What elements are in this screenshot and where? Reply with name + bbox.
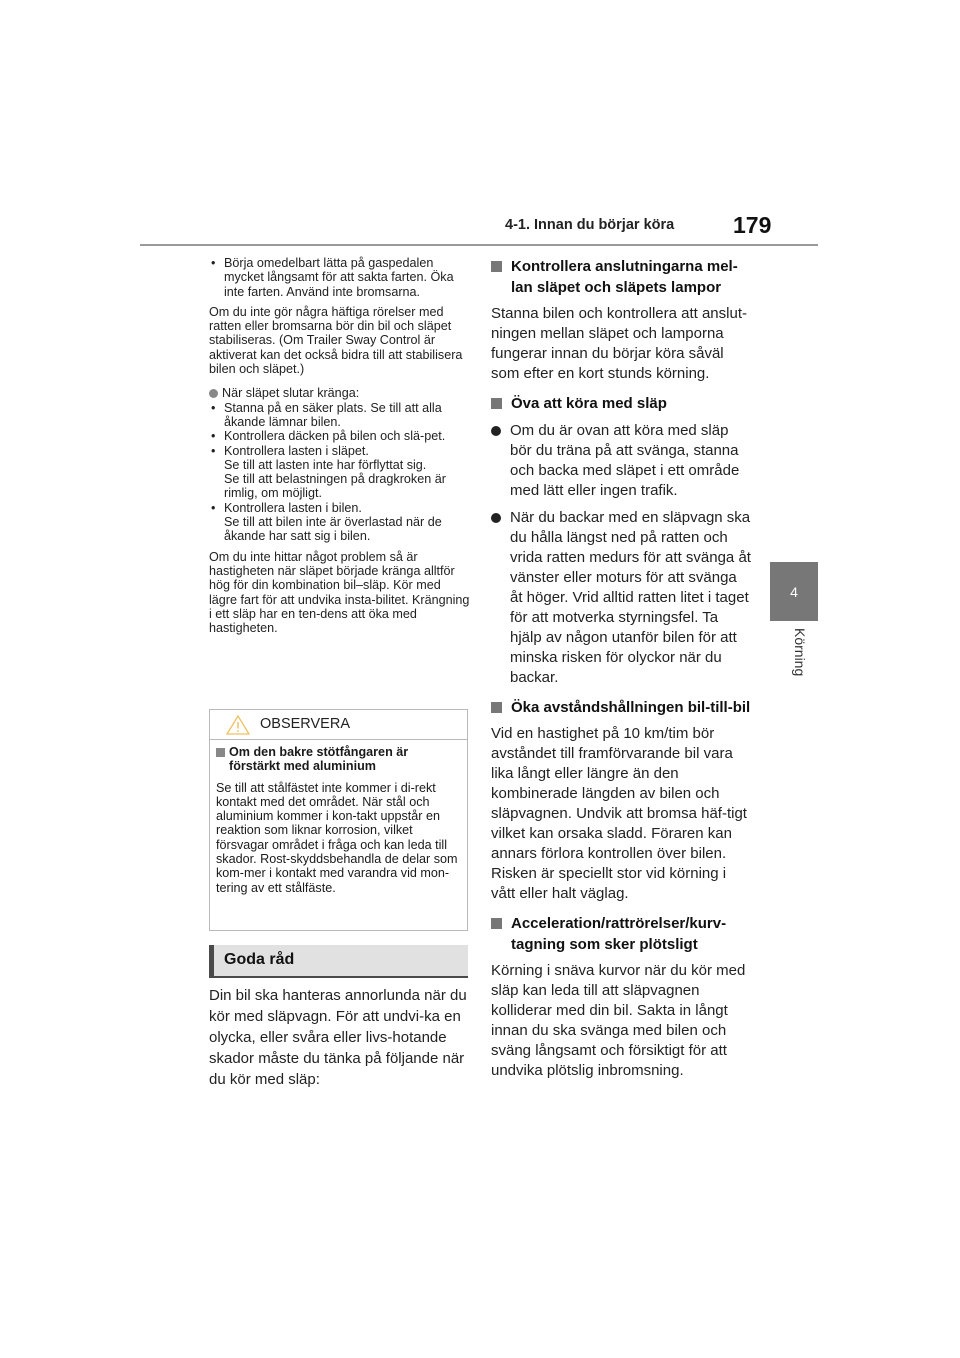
chapter-label-text: Körning	[792, 628, 808, 677]
cargo-note: Se till att lasten inte har förflyttat sig.	[224, 457, 427, 472]
tips-title: Goda råd	[224, 951, 295, 968]
caution-box	[209, 709, 468, 931]
bullet-item: • Stanna på en säker plats. Se till att alla åkande lämnar bilen.	[209, 401, 471, 430]
caution-subheading-text: Om den bakre stötfångaren är förstärkt med aluminium	[229, 745, 409, 774]
square-bullet-icon	[491, 918, 502, 929]
check-list	[209, 401, 471, 544]
square-bullet-icon	[491, 702, 502, 713]
section-heading-text: Öka avståndshållningen bil-till-bil	[511, 699, 751, 716]
section-text: Vid en hastighet på 10 km/tim bör avståndet till framförvarande bil vara lika långt eller längre än den kombinerade längden av bilen och släpvagnen. Undvik att bromsa häf-tigt vilket kan orsaka sladd. Föraren kan annars förlora kontrollen över bilen. Risken är speciellt stor vid körning i vått eller halt väglag.	[491, 725, 747, 902]
section-heading-text: Acceleration/rattrörelser/kurv-tagning som sker plötsligt	[511, 915, 727, 953]
sway-stops-heading	[209, 386, 471, 400]
caution-body	[210, 740, 467, 895]
tips-paragraph: Din bil ska hanteras annorlunda när du kör med släpvagn. För att undvi-ka en olycka, eller svåra eller livs-hotande skador måste du tänka på följande när du kör med släp:	[209, 987, 467, 1088]
bullet-item	[209, 444, 471, 501]
square-bullet-icon	[216, 748, 225, 757]
section-title: 4-1. Innan du börjar köra	[505, 217, 675, 233]
caution-title: OBSERVERA	[260, 716, 350, 732]
warning-triangle-icon	[226, 715, 250, 735]
right-column	[491, 256, 751, 1081]
caution-header	[210, 710, 467, 740]
sway-stops-heading-text: När släpet slutar kränga:	[222, 386, 360, 401]
section-heading-text: Kontrollera anslutningarna mel-lan släpet och släpets lampor	[511, 258, 738, 296]
caution-subheading	[216, 745, 461, 774]
cargo-note: Se till att belastningen på dragkroken är rimlig, om möjligt.	[224, 472, 446, 501]
section-heading	[491, 256, 751, 298]
bullet-item	[209, 501, 471, 544]
bullet-item-text: Kontrollera lasten i bilen.	[224, 500, 362, 515]
page-number: 179	[733, 212, 772, 238]
bullet-item: • Börja omedelbart lätta på gaspedalen mycket långsamt för att sakta farten. Öka inte farten. Använd inte bromsarna.	[209, 256, 471, 299]
practice-bullet-list	[491, 421, 751, 688]
square-bullet-icon	[491, 261, 502, 272]
square-bullet-icon	[491, 398, 502, 409]
section-heading-text: Öva att köra med släp	[511, 395, 667, 412]
section-text: Stanna bilen och kontrollera att anslut-ningen mellan släpet och lamporna fungerar innan du börjar köra såväl som efter en kort stunds körning.	[491, 305, 747, 382]
bullet-item: När du backar med en släpvagn ska du hålla längst ned på ratten och vrida ratten medurs för att svänga åt vänster eller moturs för att svänga åt höger. Vrid alltid ratten litet i taget för att motverka styrningsfel. Ta hjälp av någon utanför bilen för att minska risken för olyckor när du backar.	[491, 508, 751, 688]
section-heading	[491, 913, 751, 955]
section-heading	[491, 393, 751, 414]
stabilize-paragraph: Om du inte gör några häftiga rörelser med ratten eller bromsarna bör din bil och släpet stabiliseras. (Om Trailer Sway Control är aktiverat kan det också bidra till att stabilisera bilen och släpet.)	[209, 304, 463, 377]
bullet-item-text: Kontrollera lasten i släpet.	[224, 443, 369, 458]
speed-paragraph: Om du inte hittar något problem så är hastigheten när släpet började kränga alltför hög för din kombination bil–släp. Kör med lägre fart för att undvika insta-bilitet. Krängning i ett släp har en ten-dens att öka med hastigheten.	[209, 549, 470, 636]
car-load-note: Se till att bilen inte är överlastad när de åkande har satt sig i bilen.	[224, 515, 442, 544]
left-column	[209, 256, 471, 635]
header-rule	[140, 244, 818, 246]
chapter-tab: 4	[770, 562, 818, 621]
bullet-item: Om du är ovan att köra med släp bör du träna på att svänga, stanna och backa med släpet i ett område med lätt eller ingen trafik.	[491, 421, 751, 501]
top-bullet-list	[209, 256, 471, 299]
section-text: Körning i snäva kurvor när du kör med släp kan leda till att släpvagnen kolliderar med din bil. Sakta in långt innan du ska svänga med bilen och sväng långsamt och försiktigt för att undvika plötslig inbromsning.	[491, 962, 746, 1079]
section-heading	[491, 697, 751, 718]
tips-header	[209, 945, 468, 978]
bullet-item: • Kontrollera däcken på bilen och slä-pet.	[209, 429, 471, 443]
chapter-label	[780, 628, 810, 688]
caution-text: Se till att stålfästet inte kommer i di-rekt kontakt med det området. När stål och aluminium kommer i kon-takt uppstår en reaktion som liknar korrosion, vilket försvagar området i fråga och kan leda till skador. Rost-skyddsbehandla de delar som kom-mer i kontakt med varandra vid mon-tering av ett stålfäste.	[216, 780, 458, 895]
round-bullet-icon	[209, 389, 218, 398]
